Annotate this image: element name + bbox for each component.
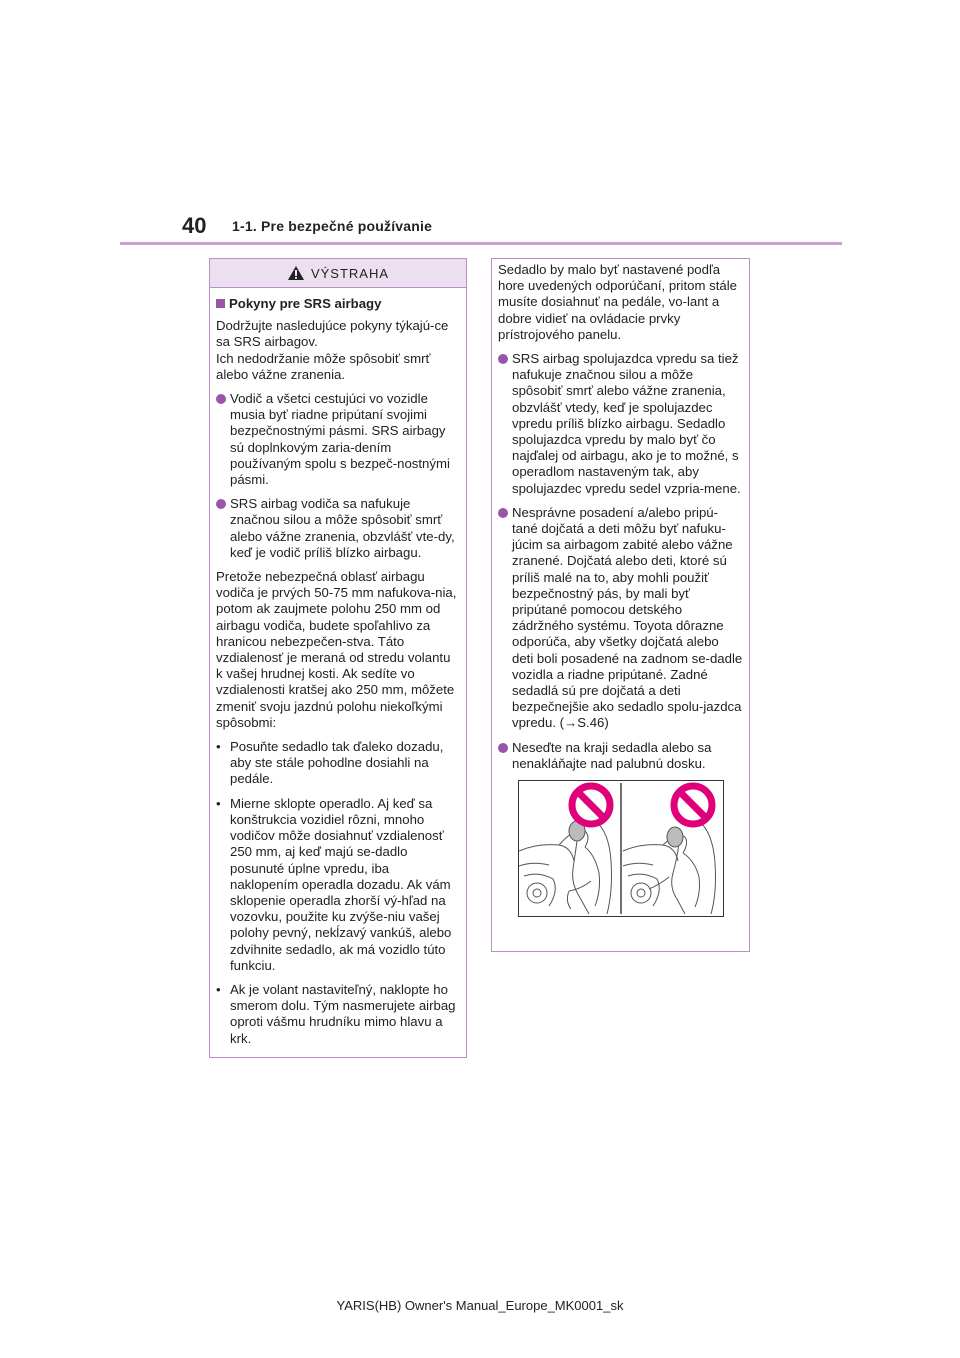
warning-dot-item-1 (216, 739, 460, 788)
circle-bullet-icon (498, 508, 508, 518)
warning-bullet-2 (216, 496, 460, 561)
warning-title: VÝSTRAHA (310, 265, 390, 281)
warning-intro-2: Ich nedodržanie môže spôsobiť smrť alebo vážne zranenia. (216, 350, 431, 382)
airbag-illustration (518, 780, 724, 917)
bullet-dot-icon: • (216, 739, 221, 755)
bullet-dot-icon: • (216, 795, 221, 811)
page-number: 40 (182, 213, 207, 238)
warning-content (210, 288, 466, 1047)
left-passenger-scene (519, 821, 612, 914)
warning-triangle-icon (287, 265, 305, 281)
warning-paragraph: Pretože nebezpečná oblasť airbagu vodiča je prvých 50-75 mm nafukova-nia, potom ak zaujmete polohu 250 mm od airbagu vodiča, budete spoľahlivo za hranicou nebezpečen-stva. Táto vzdialenosť je meraná od stredu volantu k vašej hrudnej kosti. Ak sedíte vo vzdialenosti kratšej ako 250 mm, môžete zmeniť svoju jazdnú polohu niekoľkými spôsobmi: (216, 569, 457, 730)
prohibited-sign-icon (674, 786, 712, 824)
warning-bullet-1 (216, 391, 460, 488)
warning-dot-item-2 (216, 796, 460, 974)
continuation-bullet-text: Nesprávne posadení a/alebo pripú-tané dojčatá a deti môžu byť nafuku-júcim sa airbagom zabité alebo vážne zranené. Dojčatá alebo deti, ktoré sú príliš malé na to, aby mohli použiť bezpečnostný pás, by mali byť pripútané pomocou detského zádržného systému. Toyota dôrazne odporúča, aby všetky dojčatá alebo deti boli posadené na zadnom se-dadle vozidla a riadne pripútané. Zadné sedadlá sú pre dojčatá a deti bezpečnejšie ako sedadlo spolu-jazdca vpredu. (→S.46) (512, 504, 743, 731)
warning-header (210, 259, 466, 288)
airbag-illustration-svg (519, 781, 723, 916)
continuation-bullet-1 (498, 351, 743, 497)
square-bullet-icon (216, 299, 225, 308)
dot-item-text: Posuňte sedadlo tak ďaleko dozadu, aby ste stále pohodlne dosiahli na pedále. (230, 739, 444, 787)
warning-bullet-text: SRS airbag vodiča sa nafukuje značnou silou a môže spôsobiť smrť alebo vážne zranenia, obzvlášť vte-dy, keď je vodič príliš blízko airbagu. (230, 496, 455, 560)
continuation-bullet-2 (498, 505, 743, 732)
section-title: 1-1. Pre bezpečné používanie (232, 218, 433, 234)
circle-bullet-icon (498, 743, 508, 753)
dot-item-text: Mierne sklopte operadlo. Aj keď sa konštrukcia vozidiel rôzni, mnoho vodičov môže dosiahnuť vzdialenosť 250 mm, aj keď majú se-dadlo posunuté úplne vpredu, iba naklopením operadla dozadu. Ak vám sklopenie operadla zhorší vý-hľad na vozovku, použite ku zvýše-niu vašej polohy pevný, nekĺzavý vankúš, alebo zdvihnite sedadlo, ak má vozidlo túto funkciu. (230, 795, 452, 973)
right-passenger-head (667, 827, 683, 847)
bullet-dot-icon: • (216, 981, 221, 997)
warning-continuation-content (492, 259, 749, 917)
dot-item-text: Ak je volant nastaviteľný, naklopte ho smerom dolu. Tým nasmerujete airbag oproti vášmu hrudníku mimo hlavu a krk. (230, 981, 456, 1046)
circle-bullet-icon (216, 394, 226, 404)
header-rule (120, 242, 842, 245)
warning-bullet-text: Vodič a všetci cestujúci vo vozidle musia byť riadne pripútaní svojimi bezpečnostnými pásmi. SRS airbagy sú doplnkovým zaria-dením používaným spolu s bezpeč-nostnými pásmi. (230, 391, 450, 488)
continuation-bullet-3 (498, 740, 743, 772)
warning-box (209, 258, 467, 1058)
page-footer: YARIS(HB) Owner's Manual_Europe_MK0001_sk (336, 1298, 624, 1313)
circle-bullet-icon (498, 354, 508, 364)
warning-subheading (216, 296, 460, 312)
warning-subheading-text: Pokyny pre SRS airbagy (229, 296, 382, 311)
continuation-bullet-text: Neseďte na kraji sedadla alebo sa nenakláňajte nad palubnú dosku. (512, 739, 712, 771)
prohibited-sign-icon (572, 786, 610, 824)
warning-dot-item-3 (216, 982, 460, 1047)
warning-intro-1: Dodržujte nasledujúce pokyny týkajú-ce sa SRS airbagov. (216, 318, 449, 350)
circle-bullet-icon (216, 499, 226, 509)
continuation-bullet-text: SRS airbag spolujazdca vpredu sa tiež nafukuje značnou silou a môže spôsobiť smrť alebo vážne zranenia, obzvlášť vtedy, keď je spolujazdec vpredu príliš blízko airbagu. Sedadlo spolujazdca vpredu by malo byť čo najďalej od airbagu, ako je to možné, s operadlom nastaveným tak, aby spolujazdec vpredu sedel vzpria-mene. (512, 351, 741, 496)
continuation-intro: Sedadlo by malo byť nastavené podľa hore uvedených odporúčaní, pritom stále musíte dosiahnuť na pedále, vo-lant a dobre vidieť na ovládacie prvky prístrojového panelu. (498, 262, 737, 342)
warning-continuation-box (491, 258, 750, 952)
